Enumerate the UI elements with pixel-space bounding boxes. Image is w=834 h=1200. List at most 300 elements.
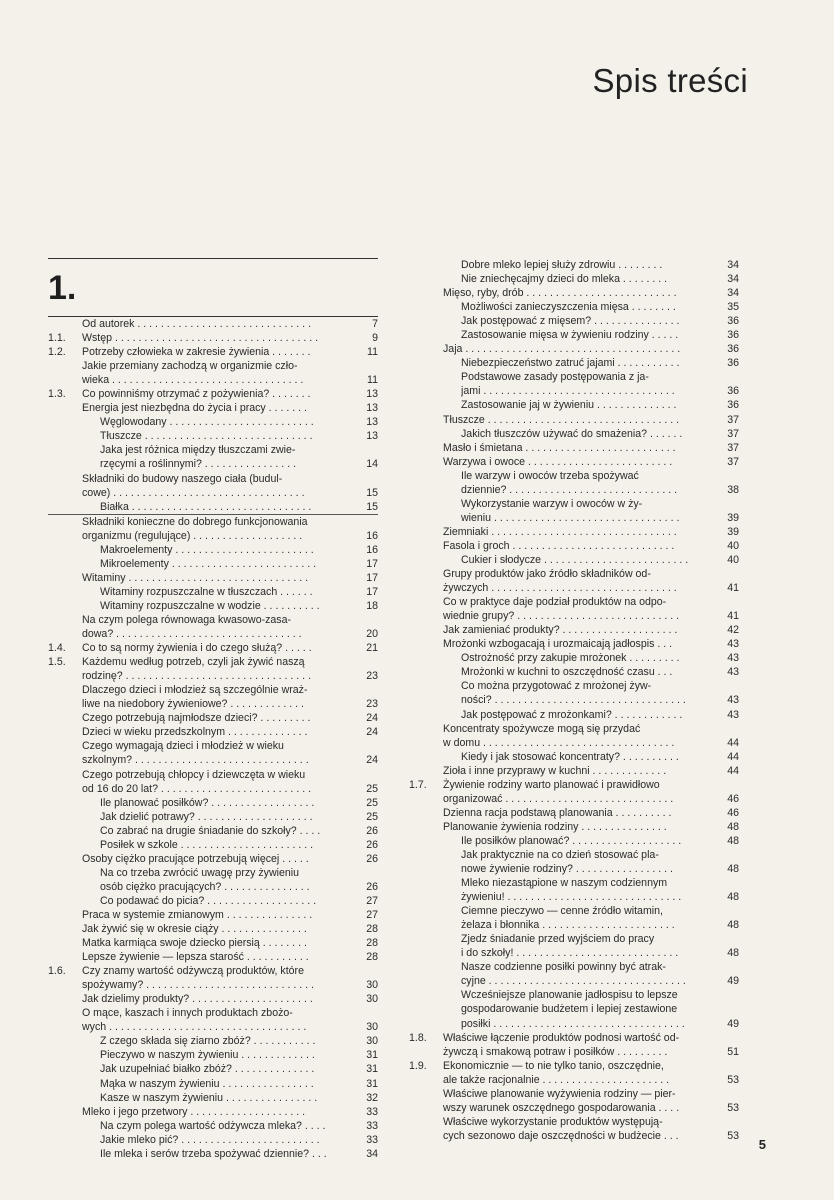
- entry-title: Ciemne pieczywo — cenne źródło witamin,: [461, 905, 663, 918]
- entry-page: 25: [366, 810, 378, 823]
- entry-title: ale także racjonalnie . . . . . . . . . . . . . . . . . . . . . .: [443, 1073, 670, 1086]
- entry-page: 30: [366, 993, 378, 1006]
- toc-entry: [409, 441, 739, 455]
- entry-title: Jak praktycznie na co dzień stosować pla-: [461, 848, 659, 861]
- toc-entry: [48, 711, 378, 725]
- entry-title: Żywienie rodziny warto planować i prawidłowo: [443, 778, 660, 791]
- toc-entry: [409, 427, 739, 441]
- toc-entry: [48, 359, 378, 373]
- toc-entry: [409, 553, 739, 567]
- entry-title: Możliwości zanieczyszczenia mięsa . . . . . . . .: [461, 301, 676, 314]
- entry-title: Jak postępować z mięsem? . . . . . . . . . . . . . . .: [461, 315, 680, 328]
- entry-title: Mrożonki wzbogacają i urozmaicają jadłospis . . .: [443, 638, 673, 651]
- toc-entry: [409, 651, 739, 665]
- toc-entry: [48, 838, 378, 852]
- entry-page: 34: [366, 1147, 378, 1160]
- entry-page: 44: [727, 750, 739, 763]
- section-number: 1.7.: [409, 778, 427, 791]
- entry-title: Witaminy rozpuszczalne w tłuszczach . . . . . .: [100, 585, 313, 598]
- entry-page: 53: [727, 1073, 739, 1086]
- entry-page: 16: [366, 529, 378, 542]
- toc-entry: [48, 641, 378, 655]
- page-title: Spis treści: [592, 62, 748, 99]
- entry-page: 43: [727, 694, 739, 707]
- toc-entry: [409, 736, 739, 750]
- entry-title: Kiedy i jak stosować koncentraty? . . . . . . . . . .: [461, 750, 679, 763]
- entry-page: 49: [727, 975, 739, 988]
- toc-entry: [409, 693, 739, 707]
- entry-title: Praca w systemie zmianowym . . . . . . . . . . . . . . .: [82, 908, 313, 921]
- page-number: 5: [758, 1137, 766, 1152]
- toc-entry: [409, 1115, 739, 1129]
- toc-entry: [48, 683, 378, 697]
- entry-page: 48: [727, 820, 739, 833]
- entry-page: 48: [727, 863, 739, 876]
- toc-entry: [48, 500, 378, 515]
- section-number: 1.8.: [409, 1031, 427, 1044]
- toc-entry: [409, 300, 739, 314]
- entry-title: Lepsze żywienie — lepsza starość . . . . . . . . . . .: [82, 951, 309, 964]
- toc-entry: [409, 1002, 739, 1016]
- entry-page: 28: [366, 923, 378, 936]
- toc-entry: [409, 286, 739, 300]
- entry-title: Właściwe planowanie wyżywienia rodziny — pier-: [443, 1087, 676, 1100]
- entry-page: 32: [366, 1091, 378, 1104]
- entry-title: Co podawać do picia? . . . . . . . . . . . . . . . . . . .: [100, 894, 317, 907]
- toc-entry: [409, 792, 739, 806]
- entry-title: Na czym polega równowaga kwasowo-zasa-: [82, 613, 292, 626]
- entry-title: Mąka w naszym żywieniu . . . . . . . . . . . . . . . .: [100, 1077, 314, 1090]
- entry-page: 36: [727, 315, 739, 328]
- entry-title: Zioła i inne przyprawy w kuchni . . . . . . . . . . . . .: [443, 764, 667, 777]
- entry-title: cowe) . . . . . . . . . . . . . . . . . . . . . . . . . . . . . . . . .: [82, 486, 305, 499]
- entry-title: Planowanie żywienia rodziny . . . . . . . . . . . . . . .: [443, 820, 667, 833]
- entry-page: 35: [727, 301, 739, 314]
- entry-page: 17: [366, 571, 378, 584]
- entry-title: Co powinniśmy otrzymać z pożywienia? . . . . . . .: [82, 388, 311, 401]
- section-number: 1.4.: [48, 642, 66, 655]
- entry-page: 36: [727, 399, 739, 412]
- toc-column-right: [409, 258, 739, 1143]
- entry-title: żywczą i smakową potraw i posiłków . . . . . . . . .: [443, 1045, 668, 1058]
- toc-entry: [409, 820, 739, 834]
- entry-title: szkolnym? . . . . . . . . . . . . . . . . . . . . . . . . . . . . . .: [82, 754, 309, 767]
- entry-title: Nasze codzienne posiłki powinny być atrak-: [461, 961, 666, 974]
- entry-page: 37: [727, 455, 739, 468]
- entry-page: 34: [727, 287, 739, 300]
- toc-entry: [409, 623, 739, 637]
- toc-entry: [409, 413, 739, 427]
- entry-title: Energia jest niezbędna do życia i pracy . . . . . . .: [82, 402, 307, 415]
- toc-entry: [48, 585, 378, 599]
- toc-entry: [409, 539, 739, 553]
- entry-page: 43: [727, 638, 739, 651]
- toc-entry: [409, 960, 739, 974]
- toc-entry: [48, 1034, 378, 1048]
- entry-title: Jak żywić się w okresie ciąży . . . . . . . . . . . . . . .: [82, 923, 307, 936]
- entry-title: Fasola i groch . . . . . . . . . . . . . . . . . . . . . . . . . . . .: [443, 539, 675, 552]
- entry-title: Jakie przemiany zachodzą w organizmie czło-: [82, 360, 298, 373]
- entry-title: organizmu (regulujące) . . . . . . . . . . . . . . . . . . .: [82, 529, 303, 542]
- entry-page: 43: [727, 652, 739, 665]
- entry-title: Koncentraty spożywcze mogą się przydać: [443, 722, 641, 735]
- entry-title: Mrożonki w kuchni to oszczędność czasu . . .: [461, 666, 673, 679]
- entry-title: osób ciężko pracujących? . . . . . . . . . . . . . . .: [100, 880, 310, 893]
- entry-page: 43: [727, 708, 739, 721]
- entry-title: od 16 do 20 lat? . . . . . . . . . . . . . . . . . . . . . . . . . .: [82, 782, 312, 795]
- toc-entry: [48, 345, 378, 359]
- entry-title: dowa? . . . . . . . . . . . . . . . . . . . . . . . . . . . . . . . .: [82, 628, 302, 641]
- entry-title: organizować . . . . . . . . . . . . . . . . . . . . . . . . . . . . .: [443, 792, 674, 805]
- entry-page: 11: [367, 374, 378, 387]
- toc-entry: [48, 486, 378, 500]
- entry-page: 34: [727, 273, 739, 286]
- entry-page: 42: [727, 624, 739, 637]
- entry-page: 36: [727, 385, 739, 398]
- toc-entry: [409, 1045, 739, 1059]
- toc-entry: [409, 637, 739, 651]
- entry-title: Jak zamieniać produkty? . . . . . . . . . . . . . . . . . . . .: [443, 624, 678, 637]
- entry-title: Czy znamy wartość odżywczą produktów, które: [82, 965, 304, 978]
- entry-title: Zastosowanie mięsa w żywieniu rodziny . . . . .: [461, 329, 679, 342]
- entry-page: 30: [366, 979, 378, 992]
- entry-title: Czego wymagają dzieci i młodzież w wieku: [82, 740, 284, 753]
- entry-page: 28: [366, 937, 378, 950]
- toc-entry: [48, 1006, 378, 1020]
- entry-title: Dzieci w wieku przedszkolnym . . . . . . . . . . . . . .: [82, 726, 308, 739]
- toc-entry: [409, 1101, 739, 1115]
- section-number: 1.2.: [48, 346, 66, 359]
- entry-page: 26: [366, 838, 378, 851]
- entry-page: 51: [727, 1045, 739, 1058]
- entry-title: Czego potrzebują najmłodsze dzieci? . . . . . . . . .: [82, 712, 311, 725]
- entry-page: 49: [727, 1017, 739, 1030]
- entry-page: 41: [727, 610, 739, 623]
- entry-page: 40: [727, 539, 739, 552]
- entry-title: żelaza i błonnika . . . . . . . . . . . . . . . . . . . . . . .: [461, 919, 675, 932]
- entry-page: 24: [366, 712, 378, 725]
- entry-title: Ziemniaki . . . . . . . . . . . . . . . . . . . . . . . . . . . . . . . .: [443, 525, 677, 538]
- toc-entry: [409, 722, 739, 736]
- toc-entry: [48, 768, 378, 782]
- toc-entry: [48, 992, 378, 1006]
- entry-title: nowe żywienie rodziny? . . . . . . . . . . . . . . . . .: [461, 863, 673, 876]
- entry-page: 38: [727, 483, 739, 496]
- entry-title: Wstęp . . . . . . . . . . . . . . . . . . . . . . . . . . . . . . . . . . .: [82, 332, 319, 345]
- entry-title: Masło i śmietana . . . . . . . . . . . . . . . . . . . . . . . . . .: [443, 441, 676, 454]
- toc-entry: [409, 469, 739, 483]
- toc-entry: [409, 1017, 739, 1031]
- entry-title: Wcześniejsze planowanie jadłospisu to lepsze: [461, 989, 678, 1002]
- toc-entry: [409, 328, 739, 342]
- toc-entry: [48, 725, 378, 739]
- entry-page: 30: [366, 1035, 378, 1048]
- entry-page: 30: [366, 1021, 378, 1034]
- section-number: 1.6.: [48, 965, 66, 978]
- entry-page: 13: [366, 402, 378, 415]
- toc-entry: [409, 497, 739, 511]
- entry-page: 23: [366, 670, 378, 683]
- entry-page: 14: [366, 458, 378, 471]
- toc-entry: [48, 866, 378, 880]
- toc-entry: [409, 904, 739, 918]
- entry-page: 48: [727, 891, 739, 904]
- toc-entry: [409, 1031, 739, 1045]
- toc-entry: [48, 429, 378, 443]
- entry-title: Witaminy . . . . . . . . . . . . . . . . . . . . . . . . . . . . . . .: [82, 571, 309, 584]
- toc-entry: [48, 964, 378, 978]
- toc-entry: [409, 356, 739, 370]
- toc-entry: [409, 595, 739, 609]
- toc-entry: [409, 862, 739, 876]
- entry-page: 23: [366, 698, 378, 711]
- toc-entry: [409, 876, 739, 890]
- entry-page: 26: [366, 880, 378, 893]
- toc-entry: [48, 753, 378, 767]
- toc-entry: [48, 810, 378, 824]
- entry-title: Na co trzeba zwrócić uwagę przy żywieniu: [100, 866, 300, 879]
- toc-entry: [48, 415, 378, 429]
- toc-entry: [409, 848, 739, 862]
- entry-title: żywieniu! . . . . . . . . . . . . . . . . . . . . . . . . . . . . . .: [461, 891, 682, 904]
- entry-title: dziennie? . . . . . . . . . . . . . . . . . . . . . . . . . . . . .: [461, 483, 678, 496]
- entry-title: Mięso, ryby, drób . . . . . . . . . . . . . . . . . . . . . . . . . .: [443, 287, 677, 300]
- entry-page: 17: [366, 585, 378, 598]
- toc-entry: [48, 1105, 378, 1119]
- entry-title: gospodarowanie budżetem i lepiej zestawione: [461, 1003, 678, 1016]
- entry-title: Ile posiłków planować? . . . . . . . . . . . . . . . . . . .: [461, 834, 682, 847]
- toc-entry: [48, 1119, 378, 1133]
- entry-title: Posiłek w szkole . . . . . . . . . . . . . . . . . . . . . . .: [100, 838, 314, 851]
- entry-title: jami . . . . . . . . . . . . . . . . . . . . . . . . . . . . . . . . .: [461, 385, 675, 398]
- toc-entry: [48, 922, 378, 936]
- entry-title: Osoby ciężko pracujące potrzebują więcej . . . . .: [82, 852, 309, 865]
- toc-entry: [409, 525, 739, 539]
- entry-title: wiednie grupy? . . . . . . . . . . . . . . . . . . . . . . . . . . . .: [443, 610, 680, 623]
- toc-entry: [409, 890, 739, 904]
- entry-title: Tłuszcze . . . . . . . . . . . . . . . . . . . . . . . . . . . . . . . . .: [443, 413, 680, 426]
- entry-title: Mikroelementy . . . . . . . . . . . . . . . . . . . . . . . . .: [100, 557, 317, 570]
- entry-title: Mleko i jego przetwory . . . . . . . . . . . . . . . . . . . .: [82, 1105, 306, 1118]
- section-number: 1.3.: [48, 388, 66, 401]
- toc-entry: [48, 796, 378, 810]
- entry-title: Czego potrzebują chłopcy i dziewczęta w wieku: [82, 768, 306, 781]
- entry-title: rodzinę? . . . . . . . . . . . . . . . . . . . . . . . . . . . . . . . .: [82, 670, 312, 683]
- entry-page: 39: [727, 525, 739, 538]
- toc-entry: [48, 824, 378, 838]
- toc-entry: [48, 950, 378, 964]
- toc-entry: [409, 974, 739, 988]
- toc-entry: [409, 581, 739, 595]
- entry-page: 44: [727, 736, 739, 749]
- toc-entry: [48, 443, 378, 457]
- divider: [48, 258, 378, 259]
- toc-entry: [409, 806, 739, 820]
- entry-title: Co zabrać na drugie śniadanie do szkoły? . . . .: [100, 824, 321, 837]
- entry-title: Dlaczego dzieci i młodzież są szczególnie wraż-: [82, 684, 308, 697]
- entry-page: 21: [366, 642, 378, 655]
- entry-page: 28: [366, 951, 378, 964]
- entry-title: Właściwe wykorzystanie produktów występują-: [443, 1115, 663, 1128]
- entry-title: Cukier i słodycze . . . . . . . . . . . . . . . . . . . . . . . . .: [461, 553, 689, 566]
- chapter-header: [48, 258, 378, 317]
- toc-entry: [409, 342, 739, 356]
- section-number: 1.5.: [48, 656, 66, 669]
- entry-page: 46: [727, 806, 739, 819]
- entry-page: 53: [727, 1101, 739, 1114]
- toc-entry: [48, 1048, 378, 1062]
- entry-title: Pieczywo w naszym żywieniu . . . . . . . . . . . . .: [100, 1049, 315, 1062]
- entry-title: Ile warzyw i owoców trzeba spożywać: [461, 469, 639, 482]
- entry-title: wszy warunek oszczędnego gospodarowania . . . .: [443, 1101, 680, 1114]
- toc-entry: [409, 398, 739, 412]
- entry-title: liwe na niedobory żywieniowe? . . . . . . . . . . . . .: [82, 698, 304, 711]
- toc-entry: [48, 908, 378, 922]
- entry-title: Potrzeby człowieka w zakresie żywienia . . . . . . .: [82, 346, 311, 359]
- entry-title: i do szkoły! . . . . . . . . . . . . . . . . . . . . . . . . . . . .: [461, 947, 679, 960]
- entry-page: 39: [727, 511, 739, 524]
- toc-entry: [48, 515, 378, 529]
- entry-title: Kasze w naszym żywieniu . . . . . . . . . . . . . . . .: [100, 1091, 318, 1104]
- entry-page: 33: [366, 1133, 378, 1146]
- toc-entry: [48, 373, 378, 387]
- toc-entry: [48, 782, 378, 796]
- toc-entry: [48, 1091, 378, 1105]
- entry-title: w domu . . . . . . . . . . . . . . . . . . . . . . . . . . . . . . . . .: [443, 736, 675, 749]
- entry-page: 25: [366, 796, 378, 809]
- section-number: 1.9.: [409, 1059, 427, 1072]
- toc-entry: [48, 331, 378, 345]
- entry-title: Z czego składa się ziarno zbóż? . . . . . . . . . . .: [100, 1035, 316, 1048]
- entry-title: Ile mleka i serów trzeba spożywać dziennie? . . .: [100, 1147, 327, 1160]
- toc-entry: [409, 1129, 739, 1143]
- chapter-number: 1.: [48, 269, 77, 307]
- toc-entry: [409, 258, 739, 272]
- section-number: 1.1.: [48, 332, 66, 345]
- entry-page: 48: [727, 834, 739, 847]
- entry-title: Każdemu według potrzeb, czyli jak żywić naszą: [82, 656, 305, 669]
- entry-page: 33: [366, 1119, 378, 1132]
- toc-entry: [48, 880, 378, 894]
- toc-entry: [409, 1059, 739, 1073]
- entry-page: 24: [366, 754, 378, 767]
- toc-entry: [48, 529, 378, 543]
- toc-entry: [48, 571, 378, 585]
- entry-page: 53: [727, 1129, 739, 1142]
- toc-entry: [409, 1073, 739, 1087]
- entry-page: 43: [727, 666, 739, 679]
- entry-title: ności? . . . . . . . . . . . . . . . . . . . . . . . . . . . . . . . . .: [461, 694, 686, 707]
- toc-entry: [48, 655, 378, 669]
- entry-page: 26: [366, 824, 378, 837]
- toc-entry: [48, 1062, 378, 1076]
- toc-entry: [48, 457, 378, 471]
- entry-title: Białka . . . . . . . . . . . . . . . . . . . . . . . . . . . . . . .: [100, 500, 312, 513]
- entry-title: Węglowodany . . . . . . . . . . . . . . . . . . . . . . . . .: [100, 416, 314, 429]
- toc-entry: [409, 932, 739, 946]
- toc-entry: [409, 679, 739, 693]
- entry-page: 26: [366, 852, 378, 865]
- entry-title: Składniki do budowy naszego ciała (budul-: [82, 472, 283, 485]
- entry-page: 31: [366, 1063, 378, 1076]
- entry-title: wych . . . . . . . . . . . . . . . . . . . . . . . . . . . . . . . . . .: [82, 1021, 307, 1034]
- entry-page: 36: [727, 343, 739, 356]
- toc-entry: [48, 557, 378, 571]
- toc-entry: [409, 988, 739, 1002]
- entry-page: 37: [727, 427, 739, 440]
- toc-entry: [409, 918, 739, 932]
- entry-page: 15: [366, 500, 378, 513]
- entry-page: 17: [366, 557, 378, 570]
- entry-title: Co można przygotować z mrożonej żyw-: [461, 680, 652, 693]
- entry-title: Dobre mleko lepiej służy zdrowiu . . . . . . . .: [461, 259, 663, 271]
- entry-title: Ostrożność przy zakupie mrożonek . . . . . . . . .: [461, 652, 680, 665]
- entry-page: 31: [366, 1077, 378, 1090]
- entry-page: 7: [372, 318, 378, 330]
- toc-entry: [48, 472, 378, 486]
- entry-page: 36: [727, 357, 739, 370]
- entry-title: Od autorek . . . . . . . . . . . . . . . . . . . . . . . . . . . . . .: [82, 318, 312, 330]
- entry-title: spożywamy? . . . . . . . . . . . . . . . . . . . . . . . . . . . . .: [82, 979, 314, 992]
- entry-page: 15: [366, 486, 378, 499]
- entry-title: Tłuszcze . . . . . . . . . . . . . . . . . . . . . . . . . . . . .: [100, 430, 313, 443]
- toc-entry: [409, 483, 739, 497]
- entry-page: 27: [366, 894, 378, 907]
- entry-title: Jaja . . . . . . . . . . . . . . . . . . . . . . . . . . . . . . . . . . . . .: [443, 343, 681, 356]
- toc-entry: [48, 317, 378, 331]
- entry-page: 13: [366, 430, 378, 443]
- toc-entry: [48, 978, 378, 992]
- toc-entry: [409, 778, 739, 792]
- toc-entry: [409, 665, 739, 679]
- entry-title: Co to są normy żywienia i do czego służą? . . . . .: [82, 642, 312, 655]
- entry-page: 27: [366, 908, 378, 921]
- entry-title: O mące, kaszach i innych produktach zbożo-: [82, 1007, 293, 1020]
- toc-entry: [48, 1147, 378, 1161]
- entry-page: 40: [727, 553, 739, 566]
- entry-title: rzęcymi a roślinnymi? . . . . . . . . . . . . . . . .: [100, 458, 297, 471]
- entry-title: Matka karmiąca swoje dziecko piersią . . . . . . . .: [82, 937, 307, 950]
- toc-entry: [48, 627, 378, 641]
- toc-entry: [409, 314, 739, 328]
- entry-title: Wykorzystanie warzyw i owoców w ży-: [461, 497, 643, 510]
- entry-title: cych sezonowo daje oszczędności w budżecie . . .: [443, 1129, 679, 1142]
- toc-entry: [48, 697, 378, 711]
- toc-entry: [48, 739, 378, 753]
- toc-entry: [409, 750, 739, 764]
- entry-page: 44: [727, 764, 739, 777]
- entry-page: 13: [366, 388, 378, 401]
- entry-title: żywczych . . . . . . . . . . . . . . . . . . . . . . . . . . . . . . . .: [443, 582, 677, 595]
- entry-title: Zjedz śniadanie przed wyjściem do pracy: [461, 933, 655, 946]
- entry-page: 37: [727, 413, 739, 426]
- entry-page: 24: [366, 726, 378, 739]
- entry-title: Zastosowanie jaj w żywieniu . . . . . . . . . . . . . .: [461, 399, 677, 412]
- entry-title: Jak dzielić potrawy? . . . . . . . . . . . . . . . . . . . .: [100, 810, 313, 823]
- toc-entry: [409, 946, 739, 960]
- toc-column-left: [48, 317, 378, 1161]
- entry-title: Na czym polega wartość odżywcza mleka? . . . .: [100, 1119, 326, 1132]
- toc-entry: [409, 567, 739, 581]
- toc-entry: [48, 1077, 378, 1091]
- entry-page: 11: [367, 346, 378, 359]
- entry-page: 31: [366, 1049, 378, 1062]
- entry-page: 46: [727, 792, 739, 805]
- entry-title: Warzywa i owoce . . . . . . . . . . . . . . . . . . . . . . . . .: [443, 455, 673, 468]
- toc-entry: [48, 1133, 378, 1147]
- entry-title: Jakie mleko pić? . . . . . . . . . . . . . . . . . . . . . . . .: [100, 1133, 320, 1146]
- entry-title: Podstawowe zasady postępowania z ja-: [461, 371, 649, 384]
